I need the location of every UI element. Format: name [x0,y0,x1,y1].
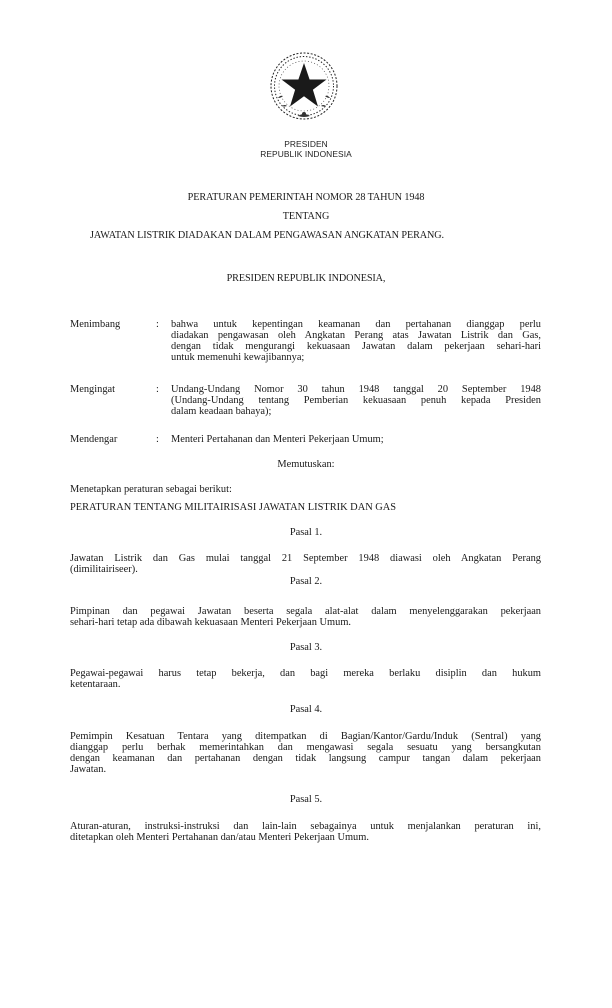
title-tentang: TENTANG [282,211,330,222]
mengingat-colon: : [156,384,159,395]
pasal-5-heading: Pasal 5. [289,794,323,805]
pasal-4-heading: Pasal 4. [289,704,323,715]
menimbang-line-2: diadakan pengawasan oleh Angkatan Perang atas Jawatan Listrik dan Gas, [171,330,541,341]
issuer-heading: PRESIDEN REPUBLIK INDONESIA, [226,273,386,284]
regulation-number-title: PERATURAN PEMERINTAH NOMOR 28 TAHUN 1948 [187,192,425,203]
menimbang-line-4: untuk memenuhi kewajibannya; [171,352,305,363]
pasal-5-line-2: ditetapkan oleh Menteri Pertahanan dan/atau Menteri Pekerjaan Umum. [70,832,369,843]
presidential-emblem-icon [268,50,340,122]
pasal-1-line-1: Jawatan Listrik dan Gas mulai tanggal 21 September 1948 diawasi oleh Angkatan Perang [70,553,541,564]
memutuskan-heading: Memutuskan: [277,459,335,470]
mengingat-line-3: dalam keadaan bahaya); [171,406,272,417]
pasal-2-line-1: Pimpinan dan pegawai Jawatan beserta segala alat-alat dalam menyelenggarakan pekerjaan [70,606,541,617]
menimbang-label: Menimbang [70,319,121,330]
mengingat-label: Mengingat [70,384,116,395]
pasal-4-line-2: dianggap perlu berhak memerintahkan dan mengawasi segala sesuatu yang bersangkutan [70,742,541,753]
pasal-4-line-3: dengan keamanan dan pertahanan dengan tidak langsung campur tangan dalam pekerjaan [70,753,541,764]
pasal-4-line-4: Jawatan. [70,764,107,775]
header-republik-indonesia: REPUBLIK INDONESIA [260,149,352,159]
regulation-title: PERATURAN TENTANG MILITAIRISASI JAWATAN LISTRIK DAN GAS [70,502,397,513]
mengingat-line-2: (Undang-Undang tentang Pemberian kekuasaan penuh kepada Presiden [171,395,541,406]
mendengar-colon: : [156,434,159,445]
pasal-2-heading: Pasal 2. [289,576,323,587]
menimbang-line-3: dengan tidak mengurangi kekuasaan Jawatan dalam pekerjaan sehari-hari [171,341,541,352]
pasal-3-line-2: ketentaraan. [70,679,121,690]
pasal-2-line-2: sehari-hari tetap ada dibawah kekuasaan Menteri Pekerjaan Umum. [70,617,352,628]
pasal-5-line-1: Aturan-aturan, instruksi-instruksi dan lain-lain sebagainya untuk menjalankan peraturan ini, [70,821,541,832]
pasal-4-line-1: Pemimpin Kesatuan Tentara yang ditempatkan di Bagian/Kantor/Gardu/Induk (Sentral) yang [70,731,541,742]
menetapkan-text: Menetapkan peraturan sebagai berikut: [70,484,232,495]
mendengar-line-1: Menteri Pertahanan dan Menteri Pekerjaan Umum; [171,434,384,445]
pasal-1-heading: Pasal 1. [289,527,323,538]
mendengar-label: Mendengar [70,434,118,445]
menimbang-colon: : [156,319,159,330]
menimbang-line-1: bahwa untuk kepentingan keamanan dan pertahanan dianggap perlu [171,319,541,330]
pasal-1-line-2: (dimilitairiseer). [70,564,138,575]
pasal-3-line-1: Pegawai-pegawai harus tetap bekerja, dan bagi mereka berlaku disiplin dan hukum [70,668,541,679]
header-presiden: PRESIDEN [284,139,328,149]
pasal-3-heading: Pasal 3. [289,642,323,653]
regulation-subject-title: JAWATAN LISTRIK DIADAKAN DALAM PENGAWASAN ANGKATAN PERANG. [90,230,444,241]
mengingat-line-1: Undang-Undang Nomor 30 tahun 1948 tanggal 20 September 1948 [171,384,541,395]
